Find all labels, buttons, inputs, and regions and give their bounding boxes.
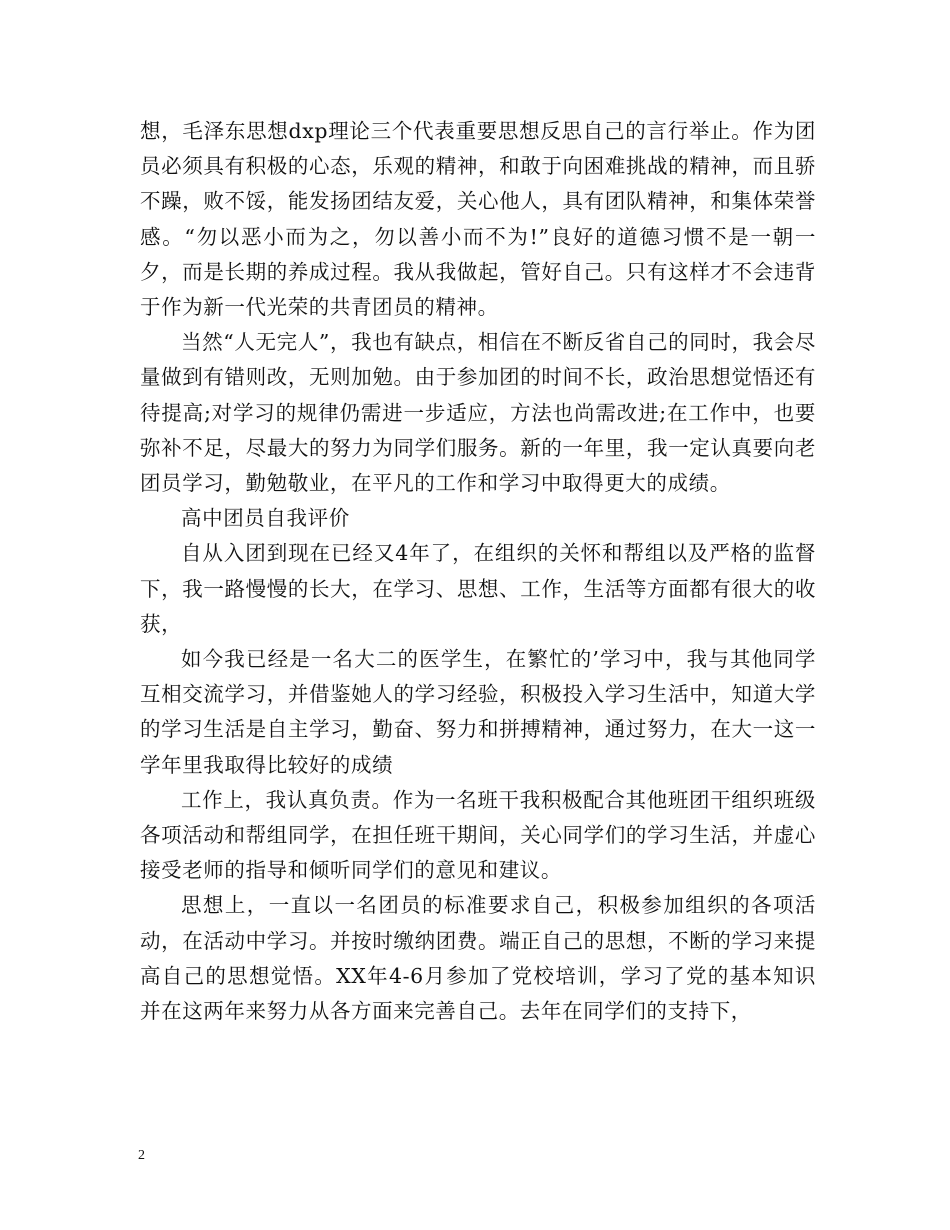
paragraph-4: 如今我已经是一名大二的医学生，在繁忙的’学习中，我与其他同学互相交流学习，并借鉴她人的学习经验，积极投入学习生活中，知道大学的学习生活是自主学习，勤奋、努力和拼搏精神，通过努力，在大一这一学年里我取得比较好的成绩 (140, 647, 816, 777)
paragraph-3: 自从入团到现在已经又4年了，在组织的关怀和帮组以及严格的监督下，我一路慢慢的长大，在学习、思想、工作，生活等方面都有很大的收获， (140, 541, 816, 636)
paragraph-1: 想，毛泽东思想dxp理论三个代表重要思想反思自己的言行举止。作为团员必须具有积极的心态，乐观的精神，和敢于向困难挑战的精神，而且骄不躁，败不馁，能发扬团结友爱，关心他人，具有团队精神，和集体荣誉感。“勿以恶小而为之，勿以善小而不为!”良好的道德习惯不是一朝一夕，而是长期的养成过程。我从我做起，管好自己。只有这样才不会违背于作为新一代光荣的共青团员的精神。 (140, 119, 816, 320)
paragraph-5: 工作上，我认真负责。作为一名班干我积极配合其他班团干组织班级各项活动和帮组同学，在担任班干期间，关心同学们的学习生活，并虚心接受老师的指导和倾听同学们的意见和建议。 (140, 787, 816, 883)
paragraph-6: 思想上，一直以一名团员的标准要求自己，积极参加组织的各项活动，在活动中学习。并按时缴纳团费。端正自己的思想，不断的学习来提高自己的思想觉悟。XX年4-6月参加了党校培训，学习了党的基本知识并在这两年来努力从各方面来完善自己。去年在同学们的支持下， (140, 893, 816, 1024)
paragraph-2: 当然“人无完人”，我也有缺点，相信在不断反省自己的同时，我会尽量做到有错则改，无则加勉。由于参加团的时间不长，政治思想觉悟还有待提高;对学习的规律仍需进一步适应，方法也尚需改进;在工作中，也要弥补不足，尽最大的努力为同学们服务。新的一年里，我一定认真要向老团员学习，勤勉敬业，在平凡的工作和学习中取得更大的成绩。 (140, 330, 816, 496)
document-body (140, 114, 816, 1029)
page-number: 2 (138, 1148, 145, 1163)
section-heading: 高中团员自我评价 (181, 506, 350, 531)
